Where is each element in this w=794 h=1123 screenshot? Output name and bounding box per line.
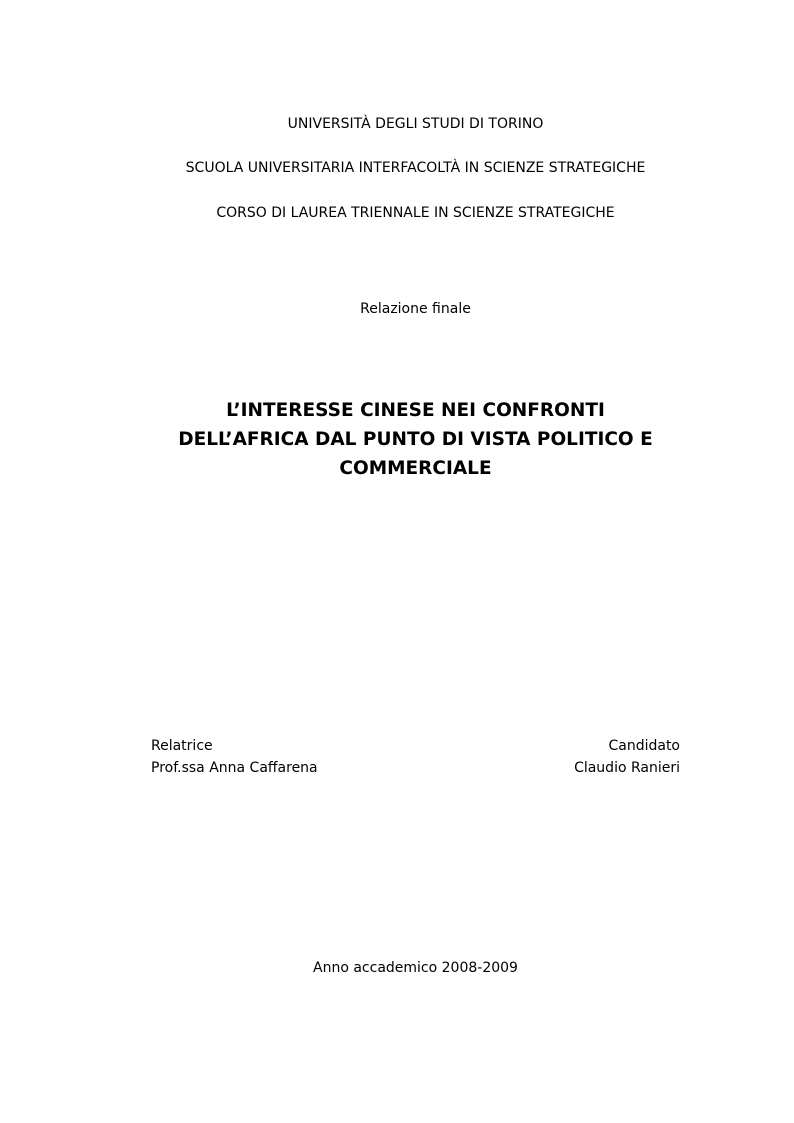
thesis-title-line: L’INTERESSE CINESE NEI CONFRONTI: [226, 400, 605, 421]
thesis-title-line: DELL’AFRICA DAL PUNTO DI VISTA POLITICO E: [178, 429, 653, 450]
supervisor-role: Relatrice: [151, 738, 213, 754]
course-name: CORSO DI LAUREA TRIENNALE IN SCIENZE STRATEGICHE: [216, 205, 615, 221]
document-type: Relazione finale: [360, 301, 471, 317]
university-name: UNIVERSITÀ DEGLI STUDI DI TORINO: [287, 116, 544, 132]
candidate-role: Candidato: [608, 738, 680, 754]
school-name: SCUOLA UNIVERSITARIA INTERFACOLTÀ IN SCIENZE STRATEGICHE: [185, 160, 646, 176]
supervisor-block: [151, 735, 318, 779]
thesis-title: [0, 396, 794, 483]
candidate-block: [574, 735, 680, 779]
supervisor-name: Prof.ssa Anna Caffarena: [151, 760, 318, 776]
academic-year: Anno accademico 2008-2009: [313, 960, 518, 976]
candidate-name: Claudio Ranieri: [574, 760, 680, 776]
thesis-title-line: COMMERCIALE: [339, 458, 492, 479]
